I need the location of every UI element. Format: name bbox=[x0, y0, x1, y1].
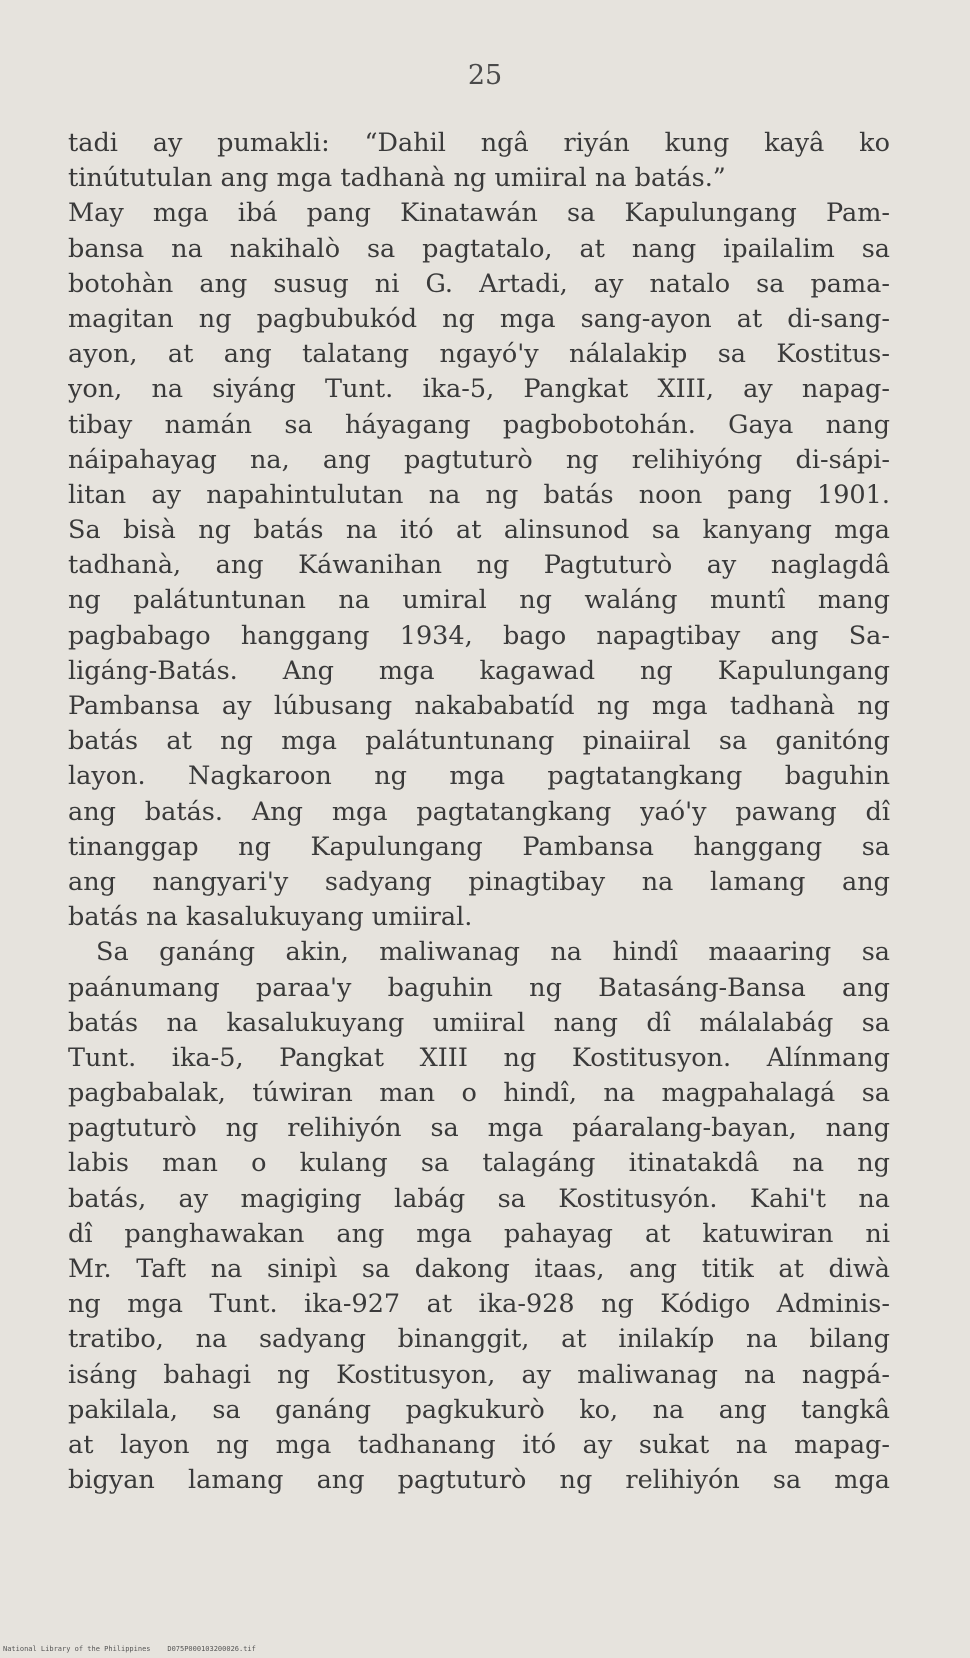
text-line: dî panghawakan ang mga pahayag at katuwiran ni bbox=[68, 1218, 890, 1249]
text-line: ang batás. Ang mga pagtatangkang yaó'y pawang dî bbox=[68, 796, 890, 827]
text-line: pagtuturò ng relihiyón sa mga páaralang-bayan, nang bbox=[68, 1113, 890, 1144]
text-line: tratibo, na sadyang binanggit, at inilakíp na bilang bbox=[68, 1324, 890, 1355]
text-line: Sa bisà ng batás na itó at alinsunod sa kanyang mga bbox=[68, 515, 890, 546]
page-number: 25 bbox=[467, 60, 503, 91]
text-line: ang nangyari'y sadyang pinagtibay na lamang ang bbox=[68, 866, 890, 897]
text-line: ng palátuntunan na umiral ng waláng muntî mang bbox=[68, 585, 890, 616]
text-line: batás na kasalukuyang umiiral nang dî málalabág sa bbox=[68, 1007, 890, 1038]
text-line: isáng bahagi ng Kostitusyon, ay maliwanag na nagpá- bbox=[68, 1359, 890, 1390]
text-line: layon. Nagkaroon ng mga pagtatangkang baguhin bbox=[68, 761, 890, 792]
text-line: yon, na siyáng Tunt. ika-5, Pangkat XIII, ay napag- bbox=[68, 374, 890, 405]
text-line: batás at ng mga palátuntunang pinaiiral sa ganitóng bbox=[68, 726, 890, 757]
text-line: Sa ganáng akin, maliwanag na hindî maaaring sa bbox=[96, 937, 890, 968]
body-text bbox=[68, 126, 890, 1498]
text-line: náipahayag na, ang pagtuturò ng relihiyóng di-sápi- bbox=[68, 444, 890, 475]
text-line: magitan ng pagbubukód ng mga sang-ayon at di-sang- bbox=[68, 303, 890, 334]
text-line: ng mga Tunt. ika-927 at ika-928 ng Kódigo Adminis- bbox=[68, 1289, 890, 1320]
text-line: pagbabalak, túwiran man o hindî, na magpahalagá sa bbox=[68, 1078, 890, 1109]
text-line: tinanggap ng Kapulungang Pambansa hanggang sa bbox=[68, 831, 890, 862]
text-line: pagbabago hanggang 1934, bago napagtibay ang Sa- bbox=[68, 620, 890, 651]
text-line: botohàn ang susug ni G. Artadi, ay natalo sa pama- bbox=[68, 268, 890, 299]
text-line: tibay namán sa háyagang pagbobotohán. Gaya nang bbox=[68, 409, 890, 440]
text-line: at layon ng mga tadhanang itó ay sukat na mapag- bbox=[68, 1429, 890, 1460]
text-line: pakilala, sa ganáng pagkukurò ko, na ang tangkâ bbox=[68, 1394, 890, 1425]
text-line: bigyan lamang ang pagtuturò ng relihiyón sa mga bbox=[68, 1465, 890, 1496]
text-line: ligáng-Batás. Ang mga kagawad ng Kapulungang bbox=[68, 655, 890, 686]
text-line: batás na kasalukuyang umiiral. bbox=[68, 902, 473, 933]
text-line: labis man o kulang sa talagáng itinatakdâ na ng bbox=[68, 1148, 890, 1179]
text-line: Tunt. ika-5, Pangkat XIII ng Kostitusyon. Alínmang bbox=[68, 1042, 890, 1073]
text-line: ayon, at ang talatang ngayó'y nálalakip sa Kostitus- bbox=[68, 339, 890, 370]
text-line: batás, ay magiging labág sa Kostitusyón. Kahi't na bbox=[68, 1183, 890, 1214]
text-line: Pambansa ay lúbusang nakababatíd ng mga tadhanà ng bbox=[68, 691, 890, 721]
text-line: tinútutulan ang mga tadhanà ng umiiral na batás.” bbox=[68, 163, 726, 194]
text-line: tadhanà, ang Káwanihan ng Pagtuturò ay naglagdâ bbox=[68, 550, 890, 581]
text-line: Mr. Taft na sinipì sa dakong itaas, ang titik at diwà bbox=[68, 1254, 890, 1284]
text-line: May mga ibá pang Kinatawán sa Kapulungang Pam- bbox=[68, 198, 890, 229]
scan-footer: National Library of the Philippines D075P000103200026.tif bbox=[3, 1645, 256, 1653]
text-line: bansa na nakihalò sa pagtatalo, at nang ipailalim sa bbox=[68, 233, 890, 264]
text-line: tadi ay pumakli: “Dahil ngâ riyán kung kayâ ko bbox=[68, 128, 890, 158]
text-line: paánumang paraa'y baguhin ng Batasáng-Bansa ang bbox=[68, 972, 890, 1003]
text-line: litan ay napahintulutan na ng batás noon pang 1901. bbox=[68, 479, 890, 510]
